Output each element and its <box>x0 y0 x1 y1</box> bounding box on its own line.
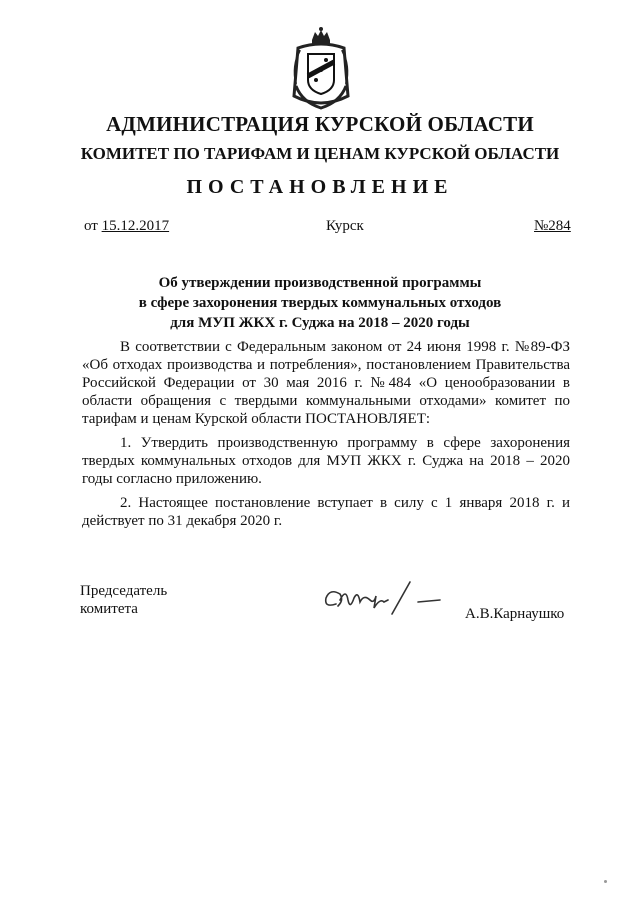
coat-of-arms-icon <box>290 26 352 112</box>
subject-line-2: в сфере захоронения твердых коммунальных отходов <box>138 295 502 311</box>
date-prefix: от <box>84 218 102 234</box>
scan-speck <box>604 880 607 883</box>
signatory-position <box>80 582 167 618</box>
doc-number: №284 <box>534 218 571 234</box>
clause-1: 1. Утвердить производственную программу в сфере захоронения твердых коммунальных отходов для МУП ЖКХ г. Суджа на 2018 – 2020 годы согласно приложению. <box>82 435 570 487</box>
date-value: 15.12.2017 <box>101 218 170 234</box>
org-title: АДМИНИСТРАЦИЯ КУРСКОЙ ОБЛАСТИ <box>106 112 534 136</box>
position-line-1: Председатель <box>80 583 168 599</box>
doc-type: ПОСТАНОВЛЕНИЕ <box>186 176 454 198</box>
signatory-name: А.В.Карнаушко <box>465 606 565 622</box>
position-line-2: комитета <box>80 601 138 617</box>
doc-date <box>84 218 169 235</box>
committee-title: КОМИТЕТ ПО ТАРИФАМ И ЦЕНАМ КУРСКОЙ ОБЛАСТИ <box>80 144 560 163</box>
preamble-paragraph: В соответствии с Федеральным законом от 24 июня 1998 г. №89-ФЗ «Об отходах производства и потребления», постановлением Правительства Российской Федерации от 30 мая 2016 г. №484 «О ценообразовании в области обращения с твердыми коммунальными отходами» комитет по тарифам и ценам Курской области ПОСТАНОВЛЯЕТ: <box>82 339 570 427</box>
clause-2: 2. Настоящее постановление вступает в силу с 1 января 2018 г. и действует по 31 декабря 2020 г. <box>82 495 570 529</box>
subject-line-3: для МУП ЖКХ г. Суджа на 2018 – 2020 годы <box>170 315 470 331</box>
subject-line-1: Об утверждении производственной программы <box>158 275 482 291</box>
doc-subject <box>100 273 540 333</box>
doc-city: Курск <box>326 218 364 234</box>
handwritten-signature <box>318 578 446 620</box>
